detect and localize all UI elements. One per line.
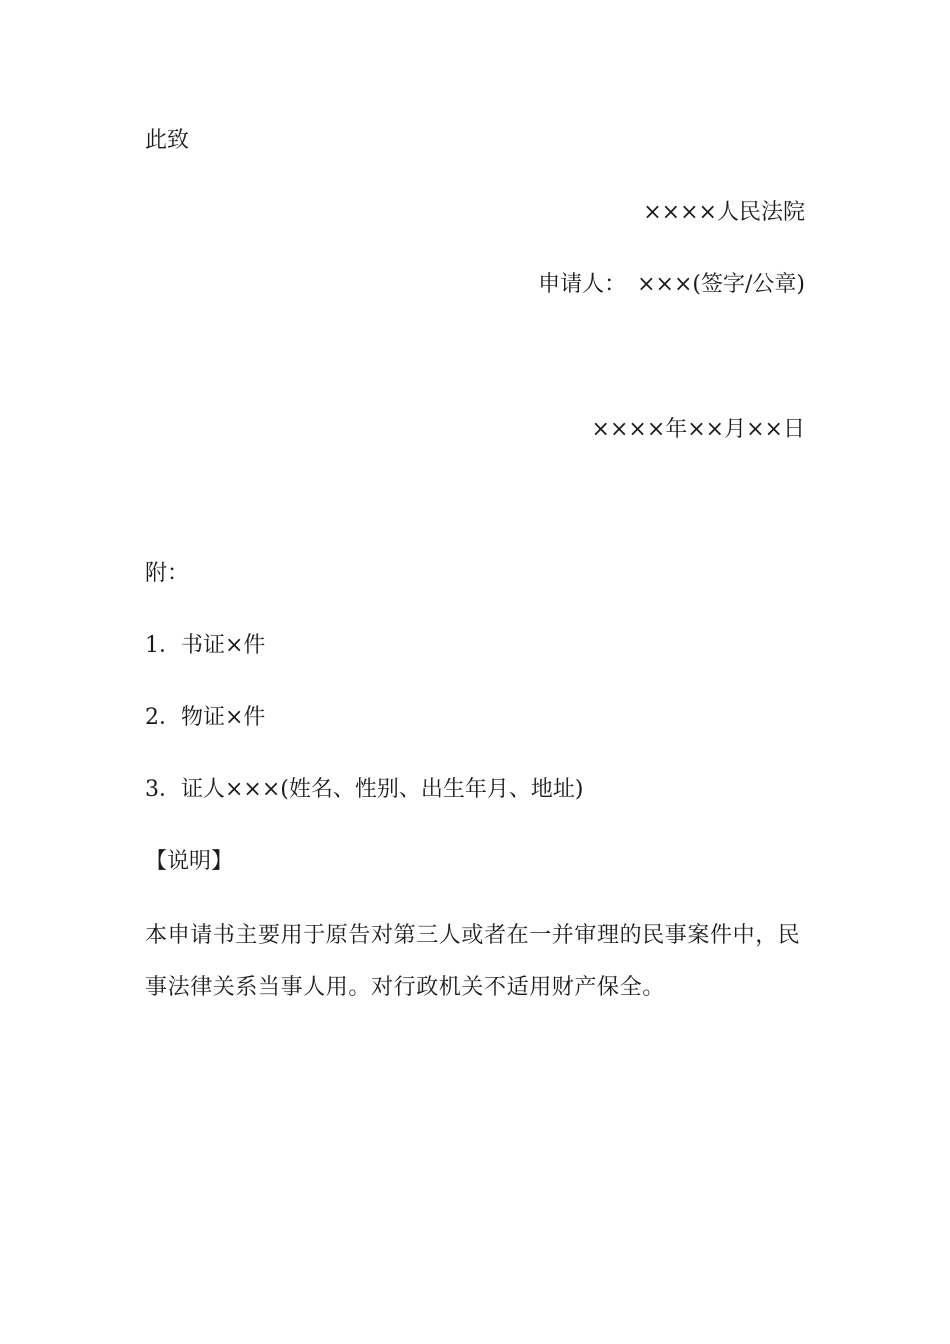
salutation: 此致 [145, 128, 190, 153]
notes-heading: 【说明】 [145, 849, 234, 874]
attachment-item: 1．书证×件 [145, 633, 266, 658]
notes-body: 本申请书主要用于原告对第三人或者在一并审理的民事案件中，民事法律关系当事人用。对行政机关不适用财产保全。 [145, 923, 801, 1000]
attachment-item: 2．物证×件 [145, 705, 266, 730]
applicant-signature: 申请人： ×××(签字/公章) [538, 272, 805, 297]
attachments-heading: 附： [145, 561, 190, 586]
attachment-item: 3．证人×××(姓名、性别、出生年月、地址) [145, 777, 584, 802]
document-date: ××××年××月××日 [591, 417, 805, 442]
court-name: ××××人民法院 [643, 200, 805, 225]
